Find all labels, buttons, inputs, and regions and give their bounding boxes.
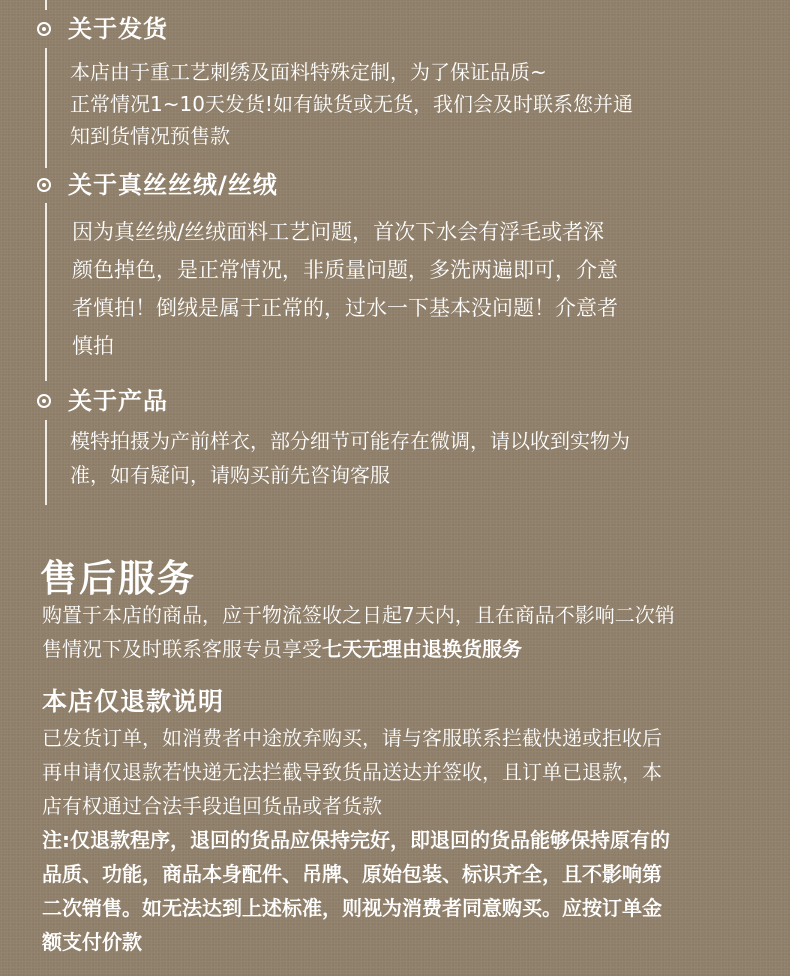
text-line: 慎拍 (72, 334, 114, 358)
text-line: 正常情况1~10天发货!如有缺货或无货，我们会及时联系您并通 (70, 92, 633, 116)
timeline-line (45, 420, 47, 505)
bullet-icon (37, 178, 51, 192)
text-line (42, 632, 675, 666)
text-line: 额支付价款 (42, 930, 142, 954)
text-line: 已发货订单，如消费者中途放弃购买，请与客服联系拦截快递或拒收后 (42, 726, 662, 750)
text-span: 售情况下及时联系客服专员享受 (42, 637, 322, 661)
after-sales-title: 售后服务 (40, 557, 196, 600)
timeline-line (45, 0, 47, 10)
text-line: 店有权通过合法手段追回货品或者货款 (42, 794, 382, 818)
text-line: 模特拍摄为产前样衣，部分细节可能存在微调，请以收到实物为 (70, 429, 630, 453)
refund-policy-text (42, 721, 662, 823)
text-line: 颜色掉色，是正常情况，非质量问题，多洗两遍即可，介意 (72, 258, 618, 282)
section-title-shipping: 关于发货 (68, 15, 168, 43)
text-line: 购置于本店的商品，应于物流签收之日起7天内，且在商品不影响二次销 (42, 603, 675, 627)
text-line: 本店由于重工艺刺绣及面料特殊定制，为了保证品质~ (70, 60, 547, 84)
text-line: 二次销售。如无法达到上述标准，则视为消费者同意购买。应按订单金 (42, 896, 662, 920)
text-line: 者慎拍！倒绒是属于正常的，过水一下基本没问题！介意者 (72, 296, 618, 320)
text-line: 因为真丝绒/丝绒面料工艺问题，首次下水会有浮毛或者深 (72, 220, 605, 244)
refund-note (42, 823, 670, 959)
section-body-product (70, 424, 630, 492)
after-sales-text (42, 598, 675, 666)
bullet-icon (37, 22, 51, 36)
text-line: 知到货情况预售款 (70, 124, 230, 148)
section-title-product: 关于产品 (68, 387, 168, 415)
text-line: 注:仅退款程序，退回的货品应保持完好，即退回的货品能够保持原有的 (42, 828, 670, 852)
section-body-velvet (72, 213, 618, 365)
bullet-icon (37, 394, 51, 408)
timeline-line (45, 48, 47, 168)
text-line: 再申请仅退款若快递无法拦截导致货品送达并签收，且订单已退款，本 (42, 760, 662, 784)
timeline-line (45, 203, 47, 381)
text-line: 品质、功能，商品本身配件、吊牌、原始包装、标识齐全，且不影响第 (42, 862, 662, 886)
seven-day-return-highlight: 七天无理由退换货服务 (322, 637, 522, 661)
refund-policy-title: 本店仅退款说明 (42, 687, 225, 716)
section-body-shipping (70, 56, 633, 152)
text-line: 准，如有疑问，请购买前先咨询客服 (70, 463, 390, 487)
section-title-velvet: 关于真丝丝绒/丝绒 (68, 171, 278, 199)
